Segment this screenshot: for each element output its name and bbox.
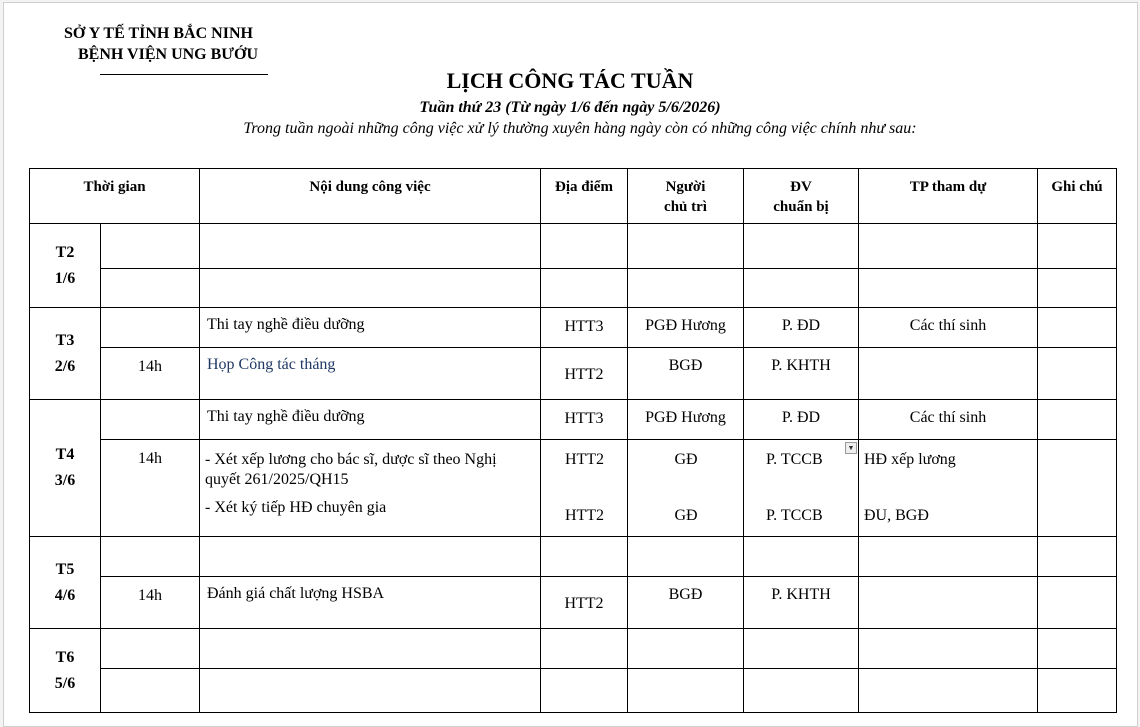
time-cell xyxy=(101,629,200,669)
host-cell xyxy=(628,224,744,269)
host-cell xyxy=(628,440,744,537)
org-name-line1: SỞ Y TẾ TỈNH BẮC NINH xyxy=(64,25,253,42)
time-cell: 14h xyxy=(101,577,200,629)
prep-cell xyxy=(744,669,859,713)
attend-cell xyxy=(859,269,1038,308)
content-cell: Thi tay nghề điều dưỡng xyxy=(200,308,541,348)
table-row xyxy=(30,308,1117,348)
day-cell-t6 xyxy=(30,629,101,713)
col-header-place: Địa điểm xyxy=(541,169,628,224)
day-cell-t2 xyxy=(30,224,101,308)
dropdown-arrow-icon[interactable]: ▼ xyxy=(845,442,857,454)
time-cell xyxy=(101,400,200,440)
schedule-table xyxy=(29,168,1117,713)
col-header-content: Nội dung công việc xyxy=(200,169,541,224)
prep-cell: P. KHTH xyxy=(744,348,859,400)
table-row xyxy=(30,400,1117,440)
prep-cell: P. ĐD xyxy=(744,308,859,348)
note-cell xyxy=(1038,537,1117,577)
note-cell xyxy=(1038,269,1117,308)
table-row xyxy=(30,440,1117,537)
content-cell xyxy=(200,629,541,669)
content-cell xyxy=(200,669,541,713)
content-cell xyxy=(200,224,541,269)
day-date: 3/6 xyxy=(54,472,76,489)
host-2: GĐ xyxy=(674,507,698,524)
day-date: 2/6 xyxy=(54,357,76,375)
attend-cell xyxy=(859,224,1038,269)
attend-cell xyxy=(859,440,1038,537)
document-title: LỊCH CÔNG TÁC TUẦN xyxy=(446,68,694,93)
table-row xyxy=(30,577,1117,629)
place-1: HTT2 xyxy=(564,451,605,468)
prep-cell: P. KHTH xyxy=(744,577,859,629)
day-cell-t3 xyxy=(30,308,101,400)
prep-cell xyxy=(744,224,859,269)
note-cell xyxy=(1038,577,1117,629)
host-cell xyxy=(628,669,744,713)
col-header-note: Ghi chú xyxy=(1038,169,1117,224)
content-cell: Thi tay nghề điều dưỡng xyxy=(200,400,541,440)
prep-cell xyxy=(744,629,859,669)
prep-cell xyxy=(744,537,859,577)
time-cell xyxy=(101,669,200,713)
attend-cell xyxy=(859,629,1038,669)
time-cell xyxy=(101,308,200,348)
note-cell xyxy=(1038,400,1117,440)
day-label: T5 xyxy=(55,560,75,578)
prep-label-1: ĐV xyxy=(790,179,812,195)
task-item: - Xét ký tiếp HĐ chuyên gia xyxy=(205,499,387,516)
content-cell xyxy=(200,269,541,308)
note-cell xyxy=(1038,348,1117,400)
attend-cell xyxy=(859,537,1038,577)
day-cell-t5 xyxy=(30,537,101,629)
prep-cell xyxy=(744,440,859,537)
time-cell: 14h xyxy=(101,440,200,537)
host-1: GĐ xyxy=(674,451,698,468)
host-cell: BGĐ xyxy=(628,348,744,400)
place-cell: HTT3 xyxy=(541,400,628,440)
table-row xyxy=(30,269,1117,308)
content-cell: Đánh giá chất lượng HSBA xyxy=(200,577,541,629)
header-row xyxy=(30,169,1117,224)
document-subtitle: Tuần thứ 23 (Từ ngày 1/6 đến ngày 5/6/2026) xyxy=(419,99,721,116)
host-cell xyxy=(628,537,744,577)
prep-cell: P. ĐD xyxy=(744,400,859,440)
place-cell xyxy=(541,537,628,577)
note-cell xyxy=(1038,440,1117,537)
attend-cell: Các thí sinh xyxy=(859,308,1038,348)
org-name-line2: BỆNH VIỆN UNG BƯỚU xyxy=(78,46,259,63)
attend-2: ĐU, BGĐ xyxy=(864,507,929,524)
host-label-2: chủ trì xyxy=(664,199,707,215)
time-cell: 14h xyxy=(101,348,200,400)
day-label: T3 xyxy=(55,331,75,349)
prep-label-2: chuẩn bị xyxy=(773,199,829,215)
table-row xyxy=(30,669,1117,713)
prep-2: P. TCCB xyxy=(766,507,823,524)
time-cell xyxy=(101,224,200,269)
place-cell xyxy=(541,440,628,537)
place-cell: HTT2 xyxy=(541,348,628,400)
day-label: T4 xyxy=(55,446,75,463)
attend-cell xyxy=(859,577,1038,629)
host-cell: BGĐ xyxy=(628,577,744,629)
host-cell xyxy=(628,269,744,308)
day-date: 5/6 xyxy=(54,674,76,692)
attend-cell: Các thí sinh xyxy=(859,400,1038,440)
place-cell xyxy=(541,669,628,713)
host-cell: PGĐ Hương xyxy=(628,308,744,348)
place-cell xyxy=(541,269,628,308)
place-cell: HTT2 xyxy=(541,577,628,629)
note-cell xyxy=(1038,629,1117,669)
col-header-time: Thời gian xyxy=(30,169,200,224)
table-row xyxy=(30,224,1117,269)
place-cell xyxy=(541,224,628,269)
day-date: 4/6 xyxy=(54,586,76,604)
content-cell xyxy=(200,537,541,577)
place-cell: HTT3 xyxy=(541,308,628,348)
day-cell-t4 xyxy=(30,400,101,537)
table-row xyxy=(30,629,1117,669)
table-row xyxy=(30,537,1117,577)
host-cell: PGĐ Hương xyxy=(628,400,744,440)
note-cell xyxy=(1038,669,1117,713)
note-cell xyxy=(1038,308,1117,348)
table-row xyxy=(30,348,1117,400)
note-cell xyxy=(1038,224,1117,269)
place-cell xyxy=(541,629,628,669)
day-label: T2 xyxy=(55,243,75,261)
prep-cell xyxy=(744,269,859,308)
col-header-host xyxy=(628,169,744,224)
col-header-attend: TP tham dự xyxy=(859,169,1038,224)
content-cell xyxy=(200,440,541,537)
place-2: HTT2 xyxy=(564,507,605,524)
task-item: - Xét xếp lương cho bác sĩ, dược sĩ theo Nghị quyết 261/2025/QH15 xyxy=(205,451,497,488)
prep-1: P. TCCB xyxy=(766,451,823,468)
time-cell xyxy=(101,269,200,308)
day-label: T6 xyxy=(55,648,75,666)
intro-text: Trong tuần ngoài những công việc xử lý thường xuyên hàng ngày còn có những công việc chính như sau: xyxy=(243,120,917,137)
attend-cell xyxy=(859,348,1038,400)
attend-cell xyxy=(859,669,1038,713)
host-cell xyxy=(628,629,744,669)
day-date: 1/6 xyxy=(54,269,76,287)
host-label-1: Người xyxy=(665,179,706,195)
time-cell xyxy=(101,537,200,577)
attend-1: HĐ xếp lương xyxy=(864,451,956,468)
col-header-prep xyxy=(744,169,859,224)
content-cell: Họp Công tác tháng xyxy=(200,348,541,400)
